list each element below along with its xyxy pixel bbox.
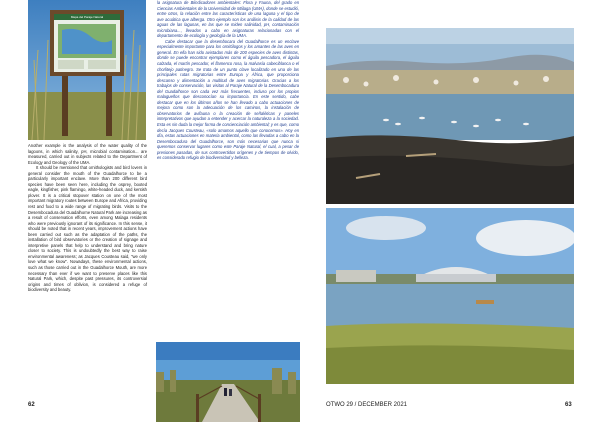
sign-title: Mapa del Paraje Natural xyxy=(70,15,104,19)
page-number-right: 63 xyxy=(565,402,572,408)
issue-label: OTWO 29 / DECEMBER 2021 xyxy=(326,402,408,408)
photo-nature-park-sign xyxy=(28,0,146,140)
photo-lagoon-birds xyxy=(326,28,574,204)
english-paragraph-1: Another example is the analysis of the water quality of the lagoons, in which salinity, pH, microbial contamination... are measured, carried out in subjects related to the Department of Ecology and Geology of the UMA. xyxy=(28,143,147,165)
spanish-paragraph-1: la asignatura de Biindicadores ambientales: Flora y Fauna, del grado en Ciencias Ambientales de la Universidad de Málaga (UMA), donde se estudió, entre otros, la relación entre las características de una laguna y el tipo de ave acuática que alberga. Otro ejemplo son los análisis de la calidad de las aguas de las lagunas, en las que se miden salinidad, pH, contaminación microbiana..., llevados a cabo en asignaturas relacionadas con el departamento de ecología y geología de la UMA. xyxy=(157,0,299,39)
photo-walking-path xyxy=(156,342,300,422)
english-article-text xyxy=(28,143,147,391)
spanish-paragraph-2: Cabe destacar que la desembocara del Guadalhorce es un enclave especialmente importante para los ornitólogos y los amantes de las aves en general. En ella han sido avistadas más de 200 especies de aves distintas, donde se puede encontrar ejemplares como el águila pescadora, el águila calzada, el martín pescador, el flamenco rosa, la malvasía cabeciblanca o el chorlitejo patinegro. Se trata de un punto clave localizado en una de las principales rutas migratorias entre Europa y África, que proporciona descanso y alimentación a multitud de aves migratorias. Gracias a los trabajos de conservación, las visitas al Paraje Natural de la Desembocadura del Guadalhorce son cada vez más frecuentes, incluso por los propios malagueños que desconocían su importancia. En este sentido, cabe destacar que en los últimos años se han llevado a cabo actuaciones de mejora como son la adecuación de los caminos, la instalación de observatorios de avifauna o la creación de señaléticas y paneles interpretativos que ayudan a entender y acercar la naturaleza a la sociedad. Esta es sin duda la mejor forma de concienciación ambiental; y es que, como decía Jacques Cousteau, «solo amamos aquello que conocemos». Hoy en día, estas actuaciones en materia ambiental, como las llevadas a cabo en la Desembocadura del Guadalhorce, son más necesarias que nunca si queremos conservar lugares como este Paraje Natural, el cual, a pesar de presiones pasadas, de sus controvertidos orígenes y de tiempos de olvido, es considerado refugio de biodiversidad y belleza. xyxy=(157,38,299,161)
spanish-article-text xyxy=(157,0,299,340)
english-paragraph-2: It should be mentioned that ornithologists and bird lovers in general consider the mouth of the Guadalhorce to be a particularly important enclave. More than 200 different bird species have been seen here, including the osprey, booted eagle, kingfisher, pink flamingo, white-headed duck, and kentish plover. It is a critical stopover station on one of the most important migratory routes between Europe and Africa, providing rest and food to a wide range of migrating birds. Visits to the Desembocadura del Guadalhorne Natural Park are increasing as a result of conservation efforts, even among Malaga residents who were previously ignorant of its significance. In this sense, it should be noted that in recent years, improvement actions have been carried out such as the adaptation of the paths, the installation of bird observatories or the creation of signage and interpretive panels that help to understand and bring nature closer to society. This is undoubtedly the best way to raise environmental awareness; as Jacques Cousteau said, "we only love what we know". Nowadays, these environmental actions, such as those carried out in the Guadalhorce Mouth, are more necessary than ever if we want to preserve places like this Natural Park, which, despite past pressures, its controversial origins and times of oblivion, is considered a refuge of biodiversity and beauty. xyxy=(28,165,147,293)
photo-river-stadium xyxy=(326,208,574,384)
page-number-left: 62 xyxy=(28,402,35,408)
